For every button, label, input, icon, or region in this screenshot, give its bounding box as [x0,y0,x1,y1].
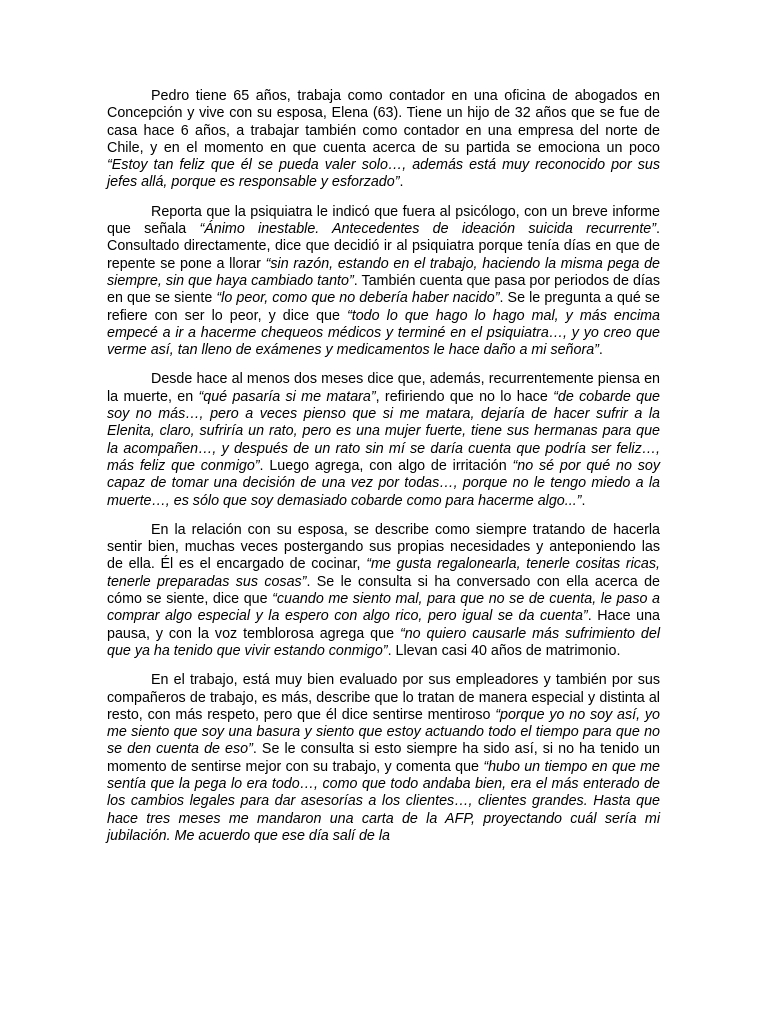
paragraph-text: En el trabajo, está muy bien evaluado por sus empleadores y también por sus compañeros de trabajo, es más, describe que lo tratan de manera especial y distinta al resto, con más respeto, pero que él dice sentirse mentiroso [107,672,660,723]
paragraph-text: Desde hace al menos dos meses dice que, además, recurrentemente piensa en la muerte, en [107,371,660,405]
paragraph-text: . Se le consulta si ha conversado con ella acerca de cómo se siente, dice que [107,573,660,608]
paragraph-text: . [598,342,603,359]
paragraph-quote: “no sé por qué no soy capaz de tomar una decisión de una vez por todas…, porque no le tengo miedo a la muerte…, es sólo que soy demasiado cobarde como para hacerme algo...” [107,457,660,509]
paragraph-quote: “Ánimo inestable. Antecedentes de ideación suicida recurrente” [199,221,657,238]
paragraph-quote: “lo peor, como que no debería haber nacido” [216,290,500,307]
paragraph-text: , refiriendo que no lo hace [375,388,554,405]
document-page [107,88,660,857]
paragraph-text: . [581,492,586,509]
paragraph-quote: “Estoy tan feliz que él se pueda valer solo…, además está muy reconocido por sus jefes allá, porque es responsable y esforzado” [107,157,660,191]
paragraph-text: . Consultado directamente, dice que decidió ir al psiquiatra porque tenía días en que de repente se pone a llorar [107,221,660,272]
paragraph-quote: “qué pasaría si me matara” [198,388,376,405]
paragraph-text: . Se le consulta si esto siempre ha sido así, si no ha tenido un momento de sentirse mejor con su trabajo, y comenta que [107,741,661,775]
paragraph-2 [107,204,660,360]
paragraph-quote: “cuando me siento mal, para que no se de cuenta, le paso a comprar algo especial y la espero con algo rico, pero igual se da cuenta” [107,591,660,625]
paragraph-text: . [399,174,404,191]
paragraph-text: . Hace una pausa, y con la voz temblorosa agrega que [107,608,660,642]
paragraph-5 [107,672,660,845]
paragraph-3 [107,371,660,509]
paragraph-quote: “de cobarde que soy no más…, pero a veces pienso que si me matara, dejaría de hacer sufrir a la Elenita, claro, sufriría un rato, pero es una mujer fuerte, tiene sus hermanas para que la acompañen…, y después de un rato sin mí se daría cuenta que podría ser feliz…, más feliz que conmigo” [107,388,660,474]
paragraph-quote: “porque yo no soy así, yo me siento que soy una basura y siento que estoy actuando todo el tiempo para que no se den cuenta de eso” [107,706,660,758]
paragraph-quote: “hubo un tiempo en que me sentía que la pega lo era todo…, como que todo andaba bien, era el más enterado de los cambios legales para dar asesorías a los clientes…, clientes grandes. Hasta que hace tres meses me mandaron una carta de la AFP, proyectando cuál sería mi jubilación. Me acuerdo que ese día salí de la [107,758,660,844]
paragraph-quote: “me gusta regalonearla, tenerle cositas ricas, tenerle preparadas sus cosas” [107,556,660,590]
paragraph-1 [107,88,660,192]
paragraph-text: . Llevan casi 40 años de matrimonio. [387,642,621,659]
paragraph-quote: “sin razón, estando en el trabajo, haciendo la misma pega de siempre, sin que haya cambiado tanto” [107,255,660,289]
paragraph-text: Reporta que la psiquiatra le indicó que fuera al psicólogo, con un breve informe que señala [107,203,660,238]
paragraph-4 [107,522,660,660]
paragraph-text: En la relación con su esposa, se describe como siempre tratando de hacerla sentir bien, muchas veces postergando sus propias necesidades y anteponiendo las de ella. Él es el encargado de cocinar, [107,521,660,573]
paragraph-text: . Luego agrega, con algo de irritación [259,457,513,474]
paragraph-text: . Se le pregunta a qué se refiere con ser lo peor, y dice que [107,290,661,324]
paragraph-text: Pedro tiene 65 años, trabaja como contador en una oficina de abogados en Concepción y vive con su esposa, Elena (63). Tiene un hijo de 32 años que se fue de casa hace 6 años, a trabajar también como contador en una empresa del norte de Chile, y en el momento en que cuenta acerca de su partida se emociona un poco [107,88,660,156]
paragraph-quote: “no quiero causarle más sufrimiento del que ya ha tenido que vivir estando conmigo” [107,625,660,659]
paragraph-text: . También cuenta que pasa por periodos de días en que se siente [107,272,660,307]
paragraph-quote: “todo lo que hago lo hago mal, y más encima empecé a ir a hacerme chequeos médicos y terminé en el psiquiatra…, y yo creo que verme así, tan lleno de exámenes y medicamentos le hace daño a mi señora” [107,307,661,359]
